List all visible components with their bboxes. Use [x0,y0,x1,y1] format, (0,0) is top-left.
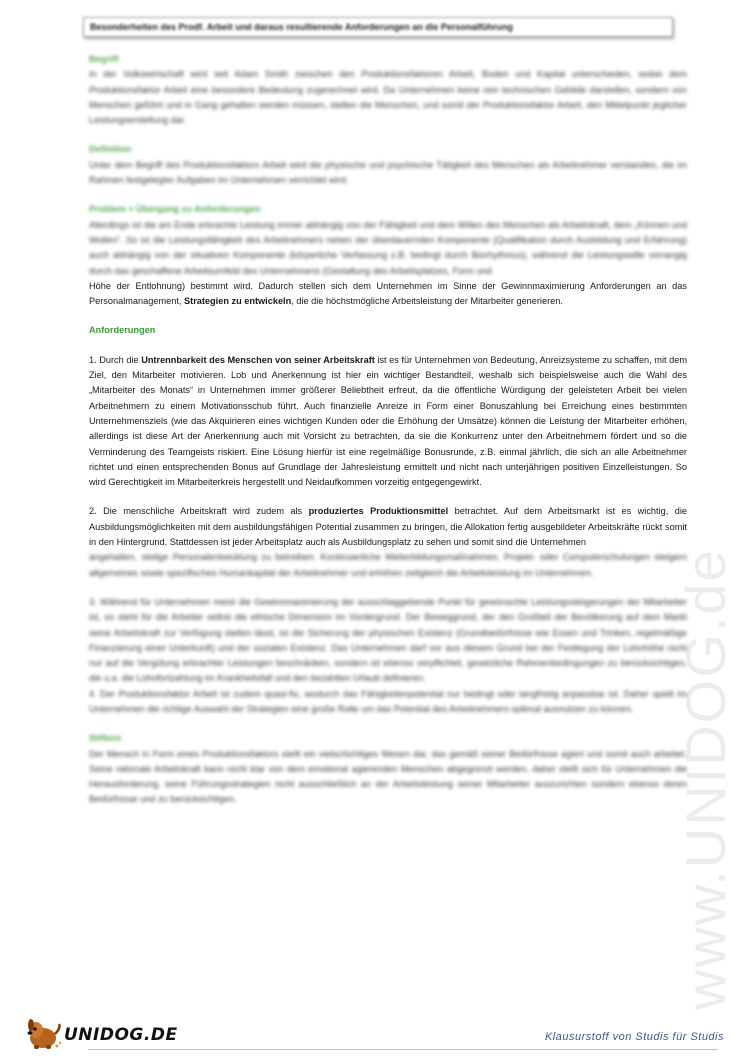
section-text: Unter dem Begriff des Produktionsfaktors Arbeit wird die physische und psychische Tätigkeit des Menschen als Arbeitnehmer verstanden, die im Rahmen festgelegter Aufgaben im Unternehmen verrichtet wird. [89,159,687,186]
requirement-3: 3. Während für Unternehmen meist die Gewinnmaximierung der ausschlaggebende Punkt für gewünschte Leistungssteigerungen der Mitarbeiter ist, so steht für die Arbeiter selbst die ethische Dimension im Vordergrund. Der Beweggrund, der den Großteil der Bevölkerung auf dem Markt seine Arbeitskraft zur Verfügung stellen lässt, ist die Sicherung der physischen Existenz (Grundbedürfnisse wie Essen und Trinken, regelmäßige Finanzierung einer Unterkunft) und der sozialen Existenz. Das Unternehmen darf vor aus diesem Grund bei der Festlegung der Lohnhöhe nicht nur auf die Vergütung erbrachter Leistungen beschränken, sondern ist ebenso verpflichtet, gesetzliche Rahmenbedingungen zu berücksichtigen, die u.a. die Lohnfortzahlung im Krankheitsfall und den bezahlten Urlaub definieren. [89,596,687,684]
text-run-bold: Untrennbarkeit des Menschen von seiner Arbeitskraft [141,354,375,365]
section-text-visible [89,279,687,310]
section-text: In der Volkswirtschaft wird seit Adam Smith zwischen den Produktionsfaktoren Arbeit, Boden und Kapital unterschieden, wobei dem Produktionsfaktor Arbeit eine besondere Bedeutung zugerechnet wird. Da Unternehmen keine rein technischen Gebilde darstellen, sondern von Menschen geführt und in Gang gehalten werden müssen, stellen die Menschen, und somit der Produktionsfaktor Arbeit, den Mittelpunkt jeglicher Leistungserstellung dar. [89,69,687,126]
unidog-logo [24,1016,184,1050]
requirement-2-continued: angehalten, stetige Personalentwicklung zu betreiben. Kontinuierliche Weiterbildungsmaßnahmen, Projekt- oder Computerschulungen steigern allgemeines sowie spezifisches Humankapital der Arbeitnehmer und erhöhen zeitgleich die Arbeitsleistung im Unternehmen. [89,552,687,578]
section-definition [89,142,687,188]
section-text-blurred: Allerdings ist die am Ende erbrachte Leistung immer abhängig von der Fähigkeit und dem Willen des Menschen als Arbeitskraft, dem „Können und Wollen“. So ist die Leistungsfähigkeit des Arbeitnehmers neben der überdauernden Komponente (Qualifikation durch Ausbildung und Erfahrung) auch abhängig von der situativen Komponente (körperliche Verfassung z.B. bedingt durch Biorhythmus), während die Leistungswille vorrangig durch das geschaffene Arbeitsumfeld des Unternehmens (Gestaltung des Arbeitsplatzes, Form und [89,219,687,276]
requirement-4: 4. Der Produktionsfaktor Arbeit ist zudem quasi-fix, wodurch das Fähigkeitenpotential nur bedingt oder langfristig anpassbar ist. Daher spielt im Unternehmen die richtige Auswahl der Strategien eine große Rolle um das Potential des Arbeitnehmers optimal ausnutzen zu können. [89,688,687,714]
text-run-bold: Strategien zu entwickeln [184,296,292,307]
section-heading: Begriff [89,54,119,64]
section-text: Der Mensch in Form eines Produktionsfaktors stellt ein vielschichtiges Wesen dar, das gemäß seiner Bedürfnisse agiert und somit auch arbeitet. Seine rationale Arbeitskraft kann nicht klar von dem emotional agierenden Menschen abgegrenzt werden, daher stellt sich für Unternehmen die Herausforderung, seine Führungsstrategien nicht ausschließlich an der Arbeitsleistung seiner Mitarbeiter auszurichten sondern ebenso deren Bedürfnisse und zu berücksichtigen. [89,748,687,805]
text-run: 1. Durch die [89,354,142,365]
section-problem [89,202,687,309]
footer-slogan: Klausurstoff von Studis für Studis [544,1031,724,1043]
text-run: 2. Die menschliche Arbeitskraft wird zudem als [89,506,309,517]
section-fazit [89,731,687,807]
watermark-text: www.UNIDOG.de [674,548,737,1010]
text-run: , die die höchstmögliche Arbeitsleistung der Mitarbeiter generieren. [291,296,563,307]
text-run: betrachtet. Auf dem Arbeitsmarkt ist es wichtig, die Ausbildungsmöglichkeiten mit dem ausbildungsfähigen Potential zusammen zu bringen, die Allokation fertig ausgebildeter Arbeitskräfte rückt somit in den Hintergrund. Stattdessen ist jeder Arbeitsplatz auch als Ausbildungsplatz zu sehen und somit sind die Unternehmen [89,506,687,548]
document-body [89,52,687,808]
section-heading: Definition [89,144,132,155]
section-heading: Problem + Übergang zu Anforderungen [89,204,261,215]
section-anforderungen [89,323,687,717]
logo-text: UNIDOG.DE [64,1025,178,1045]
dog-mascot-icon [24,1016,62,1050]
footer-divider [88,1049,718,1050]
requirement-2 [89,504,687,550]
requirement-1 [89,353,687,491]
section-begriff [89,52,687,128]
section-heading: Anforderungen [89,325,156,336]
text-run: ist es für Unternehmen von Bedeutung, Anreizsysteme zu schaffen, mit dem Ziel, den Mitarbeiter motivieren. Lob und Anerkennung ist hier ein wichtiger Bestandteil, weshalb sich beispielsweise auch die Wahl des „Mitarbeiter des Monats“ in Unternehmen immer größerer Beliebtheit erfreut, da die öffentliche Würdigung der geleisteten Arbeit bei vielen Arbeitnehmern zu einem Motivationsschub führt. Auch finanzielle Anreize in Form einer Bonuszahlung bei Erreichung eines bestimmten Unternehmensziels (wie das Akquirieren eines wichtigen Kunden oder die Erhöhung der Umsätze) können die Leistung der Mitarbeiter erhöhen, allerdings ist diese Art der Anerkennung auch mit Vorsicht zu betrachten, da sie die Konkurrenz unter den Arbeitnehmern fördert und so die Verminderung des Teamgeists riskiert. Eine Lösung hierfür ist eine regelmäßige Bonusrunde, z.B. einmal jährlich, die sich an alle Arbeitnehmer richtet und einen entsprechenden Bonus auf Grundlage der Jahresleistung ermittelt und nicht nach unterjährigen positiven Einzelleistungen. So wird Gerechtigkeit im Mitarbeiterkreis hergestellt und Neidaufkommen vorzeitig entgegengewirkt. [89,354,687,488]
text-run-bold: produziertes Produktionsmittel [308,506,449,517]
text-run: Höhe der Entlohnung) bestimmt wird. Dadurch stellen sich dem Unternehmen im Sinne der Gewinnmaximierung Anforderungen an das Personalmanagement, [89,280,687,307]
document-title: Besonderheiten des Prodf. Arbeit und daraus resultierende Anforderungen an die Personalführung [83,17,673,37]
section-heading: Stiftern [89,733,122,744]
